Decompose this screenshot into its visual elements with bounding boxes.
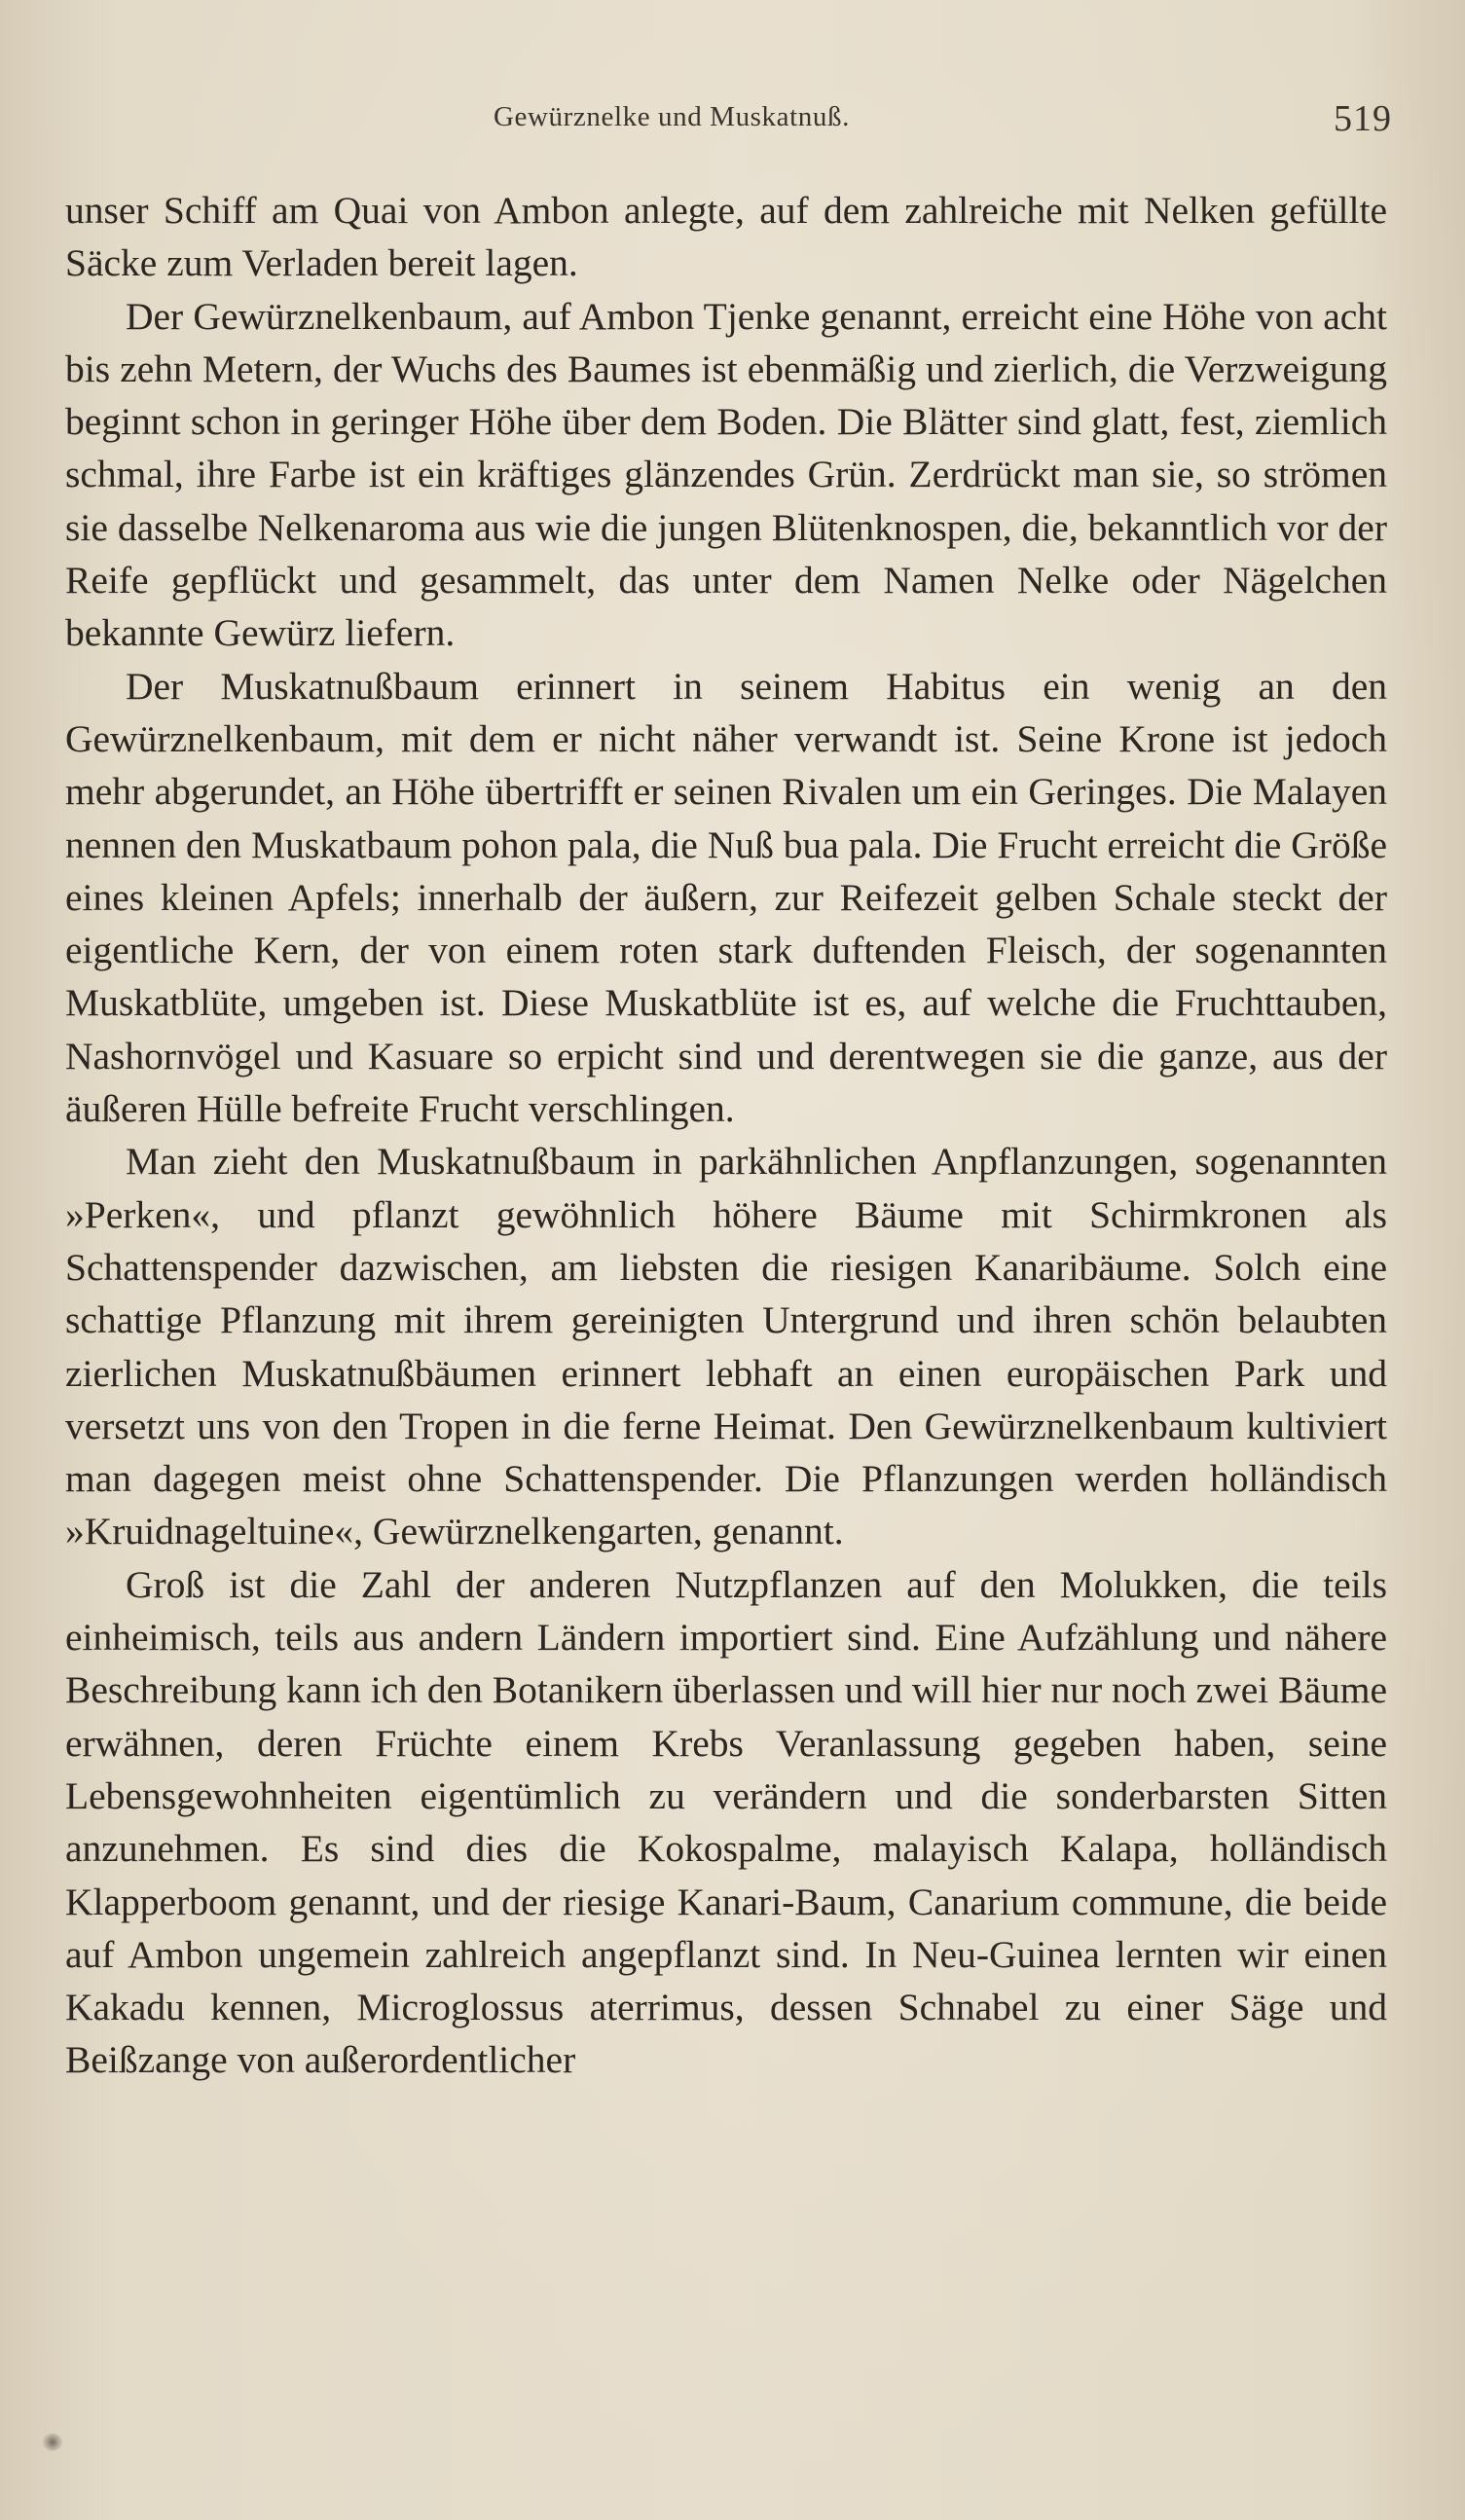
paragraph-anpflanzungen: Man zieht den Muskatnußbaum in parkähnlichen Anpflanzungen, sogenannten »Perken«, und pflanzt gewöhnlich höhere Bäume mit Schirmkronen als Schattenspender dazwischen, am liebsten die riesigen Kanaribäume. Solch eine schattige Pflanzung mit ihrem gereinigten Untergrund und ihren schön belaubten zierlichen Muskatnußbäumen erinnert lebhaft an einen europäischen Park und versetzt uns von den Tropen in die ferne Heimat. Den Gewürznelkenbaum kultiviert man dagegen meist ohne Schattenspender. Die Pflanzungen werden holländisch »Kruidnageltuine«, Gewürznelkengarten, genannt. [65,1140,1387,1553]
page-header [68,98,1392,140]
running-title: Gewürznelke und Muskatnuß. [494,101,850,132]
ink-smudge [43,2433,62,2451]
paragraph-continuation: unser Schiff am Quai von Ambon anlegte, auf dem zahlreiche mit Nelken gefüllte Säcke zum Verladen bereit lagen. [65,189,1387,285]
page-number: 519 [1334,98,1392,139]
paragraph-gewuerznelkenbaum: Der Gewürznelkenbaum, auf Ambon Tjenke genannt, erreicht eine Höhe von acht bis zehn Metern, der Wuchs des Baumes ist ebenmäßig und zierlich, die Verzweigung beginnt schon in geringer Höhe über dem Boden. Die Blätter sind glatt, fest, ziemlich schmal, ihre Farbe ist ein kräftiges glänzendes Grün. Zerdrückt man sie, so strömen sie dasselbe Nelkenaroma aus wie die jungen Blütenknospen, die, bekanntlich vor der Reife gepflückt und gesammelt, das unter dem Namen Nelke oder Nägelchen bekannte Gewürz liefern. [65,294,1387,655]
paragraph-nutzpflanzen: Groß ist die Zahl der anderen Nutzpflanzen auf den Molukken, die teils einheimisch, teils aus andern Ländern importiert sind. Eine Aufzählung und nähere Beschreibung kann ich den Botanikern überlassen und will hier nur noch zwei Bäume erwähnen, deren Früchte einem Krebs Veranlassung gegeben haben, seine Lebensgewohnheiten eigentümlich zu verändern und die sonderbarsten Sitten anzunehmen. Es sind dies die Kokospalme, malayisch Kalapa, holländisch Klapperboom genannt, und der riesige Kanari-Baum, Canarium commune, die beide auf Ambon ungemein zahlreich angepflanzt sind. In Neu-Guinea lernten wir einen Kakadu kennen, Microglossus aterrimus, dessen Schnabel zu einer Säge und Beißzange von außerordentlicher [65,1562,1387,2082]
body-text [65,184,1387,2087]
paragraph-muskatnussbaum: Der Muskatnußbaum erinnert in seinem Habitus ein wenig an den Gewürznelkenbaum, mit dem er nicht näher verwandt ist. Seine Krone ist jedoch mehr abgerundet, an Höhe übertrifft er seinen Rivalen um ein Geringes. Die Malayen nennen den Muskatbaum pohon pala, die Nuß bua pala. Die Frucht erreicht die Größe eines kleinen Apfels; innerhalb der äußern, zur Reifezeit gelben Schale steckt der eigentliche Kern, der von einem roten stark duftenden Fleisch, der sogenannten Muskatblüte, umgeben ist. Diese Muskatblüte ist es, auf welche die Fruchttauben, Nashornvögel und Kasuare so erpicht sind und derentwegen sie die ganze, aus der äußeren Hülle befreite Frucht verschlingen. [65,664,1387,1131]
